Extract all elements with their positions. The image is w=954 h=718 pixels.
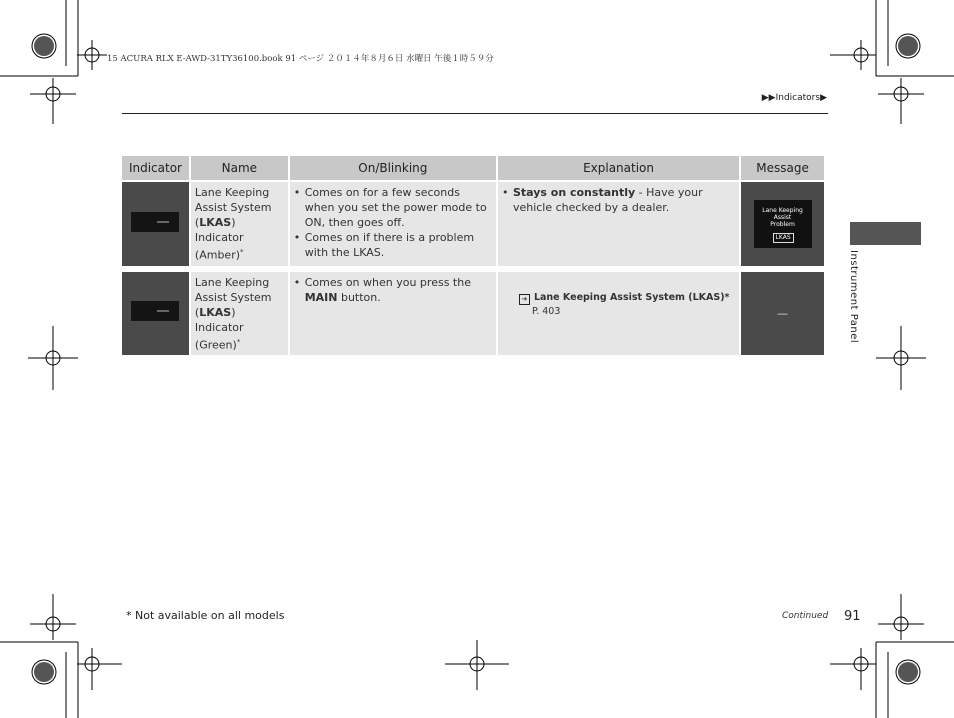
message-cell (741, 266, 824, 356)
explanation-cell (498, 180, 739, 266)
cross-reference[interactable] (502, 291, 735, 319)
name-cell: Lane Keeping Assist System (LKAS) Indicator (Amber)* (191, 180, 288, 266)
col-header-on-blinking: On/Blinking (290, 156, 496, 180)
lkas-problem-message-display: Lane Keeping Assist Problem LKAS (754, 200, 812, 248)
lkas-badge: LKAS (773, 233, 794, 243)
section-tab[interactable] (850, 222, 921, 245)
table-header-row (122, 156, 824, 180)
indicator-cell (122, 180, 189, 266)
continued-label: Continued (782, 611, 829, 621)
name-cell: Lane Keeping Assist System (LKAS) Indicator (Green)* (191, 266, 288, 356)
breadcrumb[interactable]: ▶▶Indicators▶ (761, 93, 827, 103)
footnote: * Not available on all models (126, 609, 285, 622)
header-rule (122, 113, 828, 114)
table-row (122, 266, 824, 356)
page-number: 91 (844, 609, 861, 624)
no-message-dash: — (777, 306, 789, 320)
side-section-label: Instrument Panel (848, 250, 859, 344)
list-item: • Stays on constantly - Have your vehicle checked by a dealer. (502, 185, 735, 215)
on-blinking-cell (290, 180, 496, 266)
table-row (122, 180, 824, 266)
lkas-amber-indicator-icon (131, 212, 179, 232)
indicator-table (120, 156, 826, 355)
cross-reference-page[interactable]: P. 403 (531, 305, 561, 317)
lkas-green-indicator-icon (131, 301, 179, 321)
cross-reference-title[interactable]: Lane Keeping Assist System (LKAS)* (533, 291, 730, 303)
on-blinking-cell (290, 266, 496, 356)
col-header-indicator: Indicator (122, 156, 189, 180)
col-header-message: Message (741, 156, 824, 180)
list-item: • Comes on when you press the MAIN button. (294, 275, 492, 305)
arrow-box-icon: ➔ (519, 294, 530, 305)
explanation-cell (498, 266, 739, 356)
col-header-explanation: Explanation (498, 156, 739, 180)
message-cell (741, 180, 824, 266)
col-header-name: Name (191, 156, 288, 180)
indicator-cell (122, 266, 189, 356)
list-item: • Comes on if there is a problem with the LKAS. (294, 230, 492, 260)
list-item: • Comes on for a few seconds when you set the power mode to ON, then goes off. (294, 185, 492, 230)
file-header-line: 15 ACURA RLX E-AWD-31TY36100.book 91 ページ ２０１４年８月６日 水曜日 午後１時５９分 (107, 54, 494, 64)
